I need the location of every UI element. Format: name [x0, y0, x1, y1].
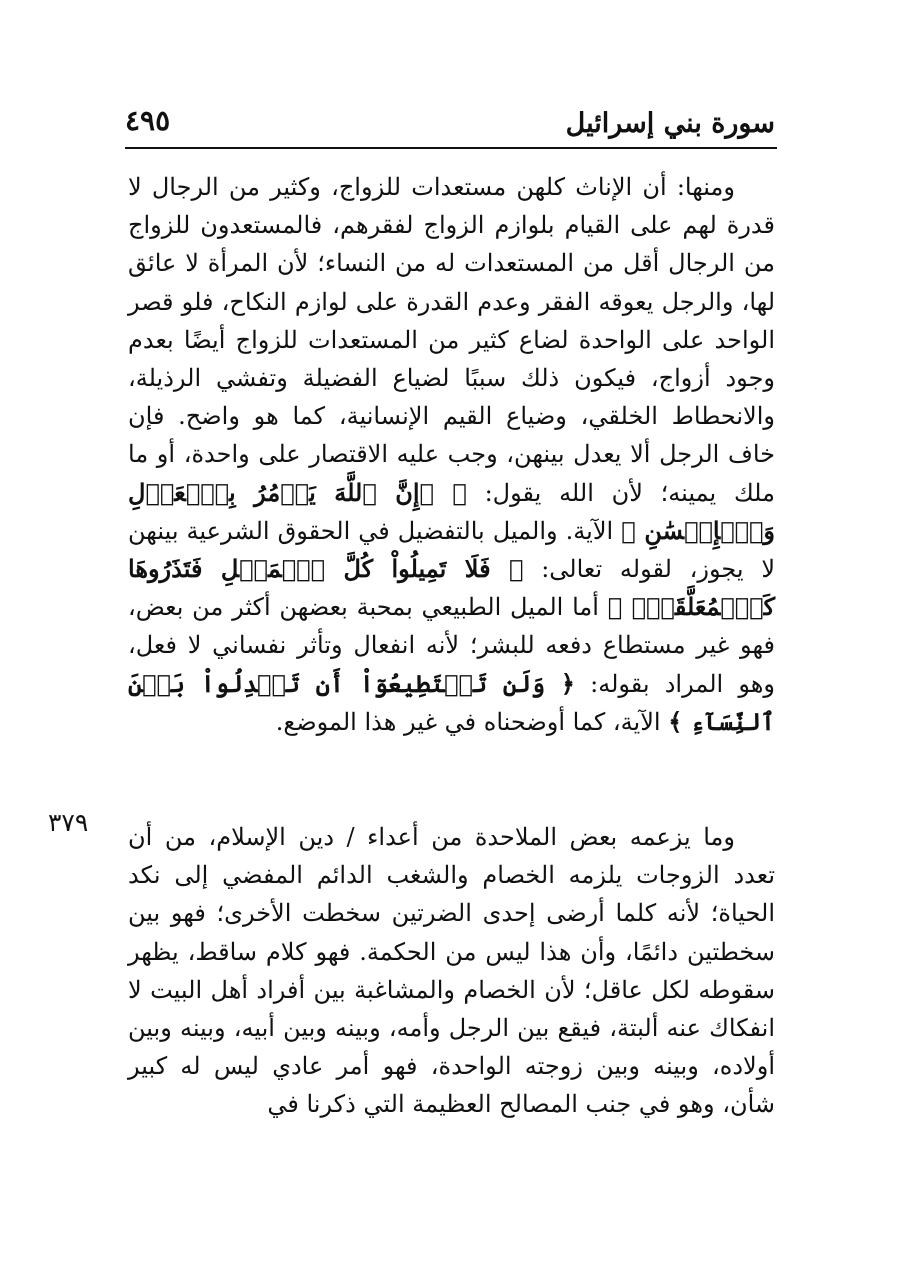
margin-reference-number: ٣٧٩ [48, 808, 89, 837]
body-paragraph-2 [128, 818, 775, 1124]
text-segment: أما الميل الطبيعي بمحبة بعضهن أكثر من بعض، فهو غير مستطاع دفعه للبشر؛ لأنه انفعال وتأثر نفساني لا فعل، وهو المراد بقوله: [128, 593, 775, 698]
surah-title: سورة بني إسرائيل [565, 108, 775, 139]
text-segment: الآية. والميل بالتفضيل في الحقوق الشرعية بينهن لا يجوز، لقوله تعالى: [128, 516, 776, 584]
paragraph-text: وما يزعمه بعض الملاحدة من أعداء / دين الإسلام، من أن تعدد الزوجات يلزمه الخصام والشغب الدائم المفضي إلى نكد الحياة؛ لأنه كلما أرضى إحدى الضرتين سخطت الأخرى؛ فهو بين سخطتين دائمًا، وأن هذا ليس من الحكمة. فهو كلام ساقط، يظهر سقوطه لكل عاقل؛ لأن الخصام والمشاغبة بين أفراد أهل البيت لا انفكاك عنه ألبتة، فيقع بين الرجل وأمه، وبينه وبين أبيه، وبينه وبين أولاده، وبينه وبين زوجته الواحدة، فهو أمر عادي ليس له كبير شأن، وهو في جنب المصالح العظيمة التي ذكرنا في [128, 823, 776, 1119]
quran-verse: ﴿ فَلَا تَمِيلُواْ كُلَّ ٱلۡمَيۡلِ فَتَذَرُوهَا كَٱلۡمُعَلَّقَةِۚ ﴾ [128, 554, 775, 622]
page-header [125, 100, 775, 150]
header-divider [125, 147, 777, 149]
text-segment: الآية، كما أوضحناه في غير هذا الموضع. [275, 707, 661, 736]
body-paragraph-1 [128, 168, 775, 741]
page-number: ٤٩٥ [125, 104, 171, 137]
quran-verse: ﴿ ۞إِنَّ ٱللَّهَ يَأۡمُرُ بِٱلۡعَدۡلِ وَٱلۡإِحۡسَٰنِ ﴾ [128, 477, 775, 545]
quran-verse: ﴿ وَلَن تَسۡتَطِيعُوٓاْ أَن تَعۡدِلُواْ بَيۡنَ ٱلنِّسَآءِ ﴾ [128, 668, 775, 736]
paragraph-text [128, 168, 775, 741]
text-segment: ومنها: أن الإناث كلهن مستعدات للزواج، وكثير من الرجال لا قدرة لهم على القيام بلوازم الزواج لفقرهم، فالمستعدون للزواج من الرجال أقل من المستعدات له من النساء؛ لأن المرأة لا عائق لها، والرجل يعوقه الفقر وعدم القدرة على لوازم النكاح، فلو قصر الواحد على الواحدة لضاع كثير من المستعدات للزواج أيضًا بعدم وجود أزواج، فيكون ذلك سببًا لضياع الفضيلة وتفشي الرذيلة، والانحطاط الخلقي، وضياع القيم الإنسانية، كما هو واضح. فإن خاف الرجل ألا يعدل بينهن، وجب عليه الاقتصار على واحدة، أو ما ملك يمينه؛ لأن الله يقول: [128, 173, 775, 507]
